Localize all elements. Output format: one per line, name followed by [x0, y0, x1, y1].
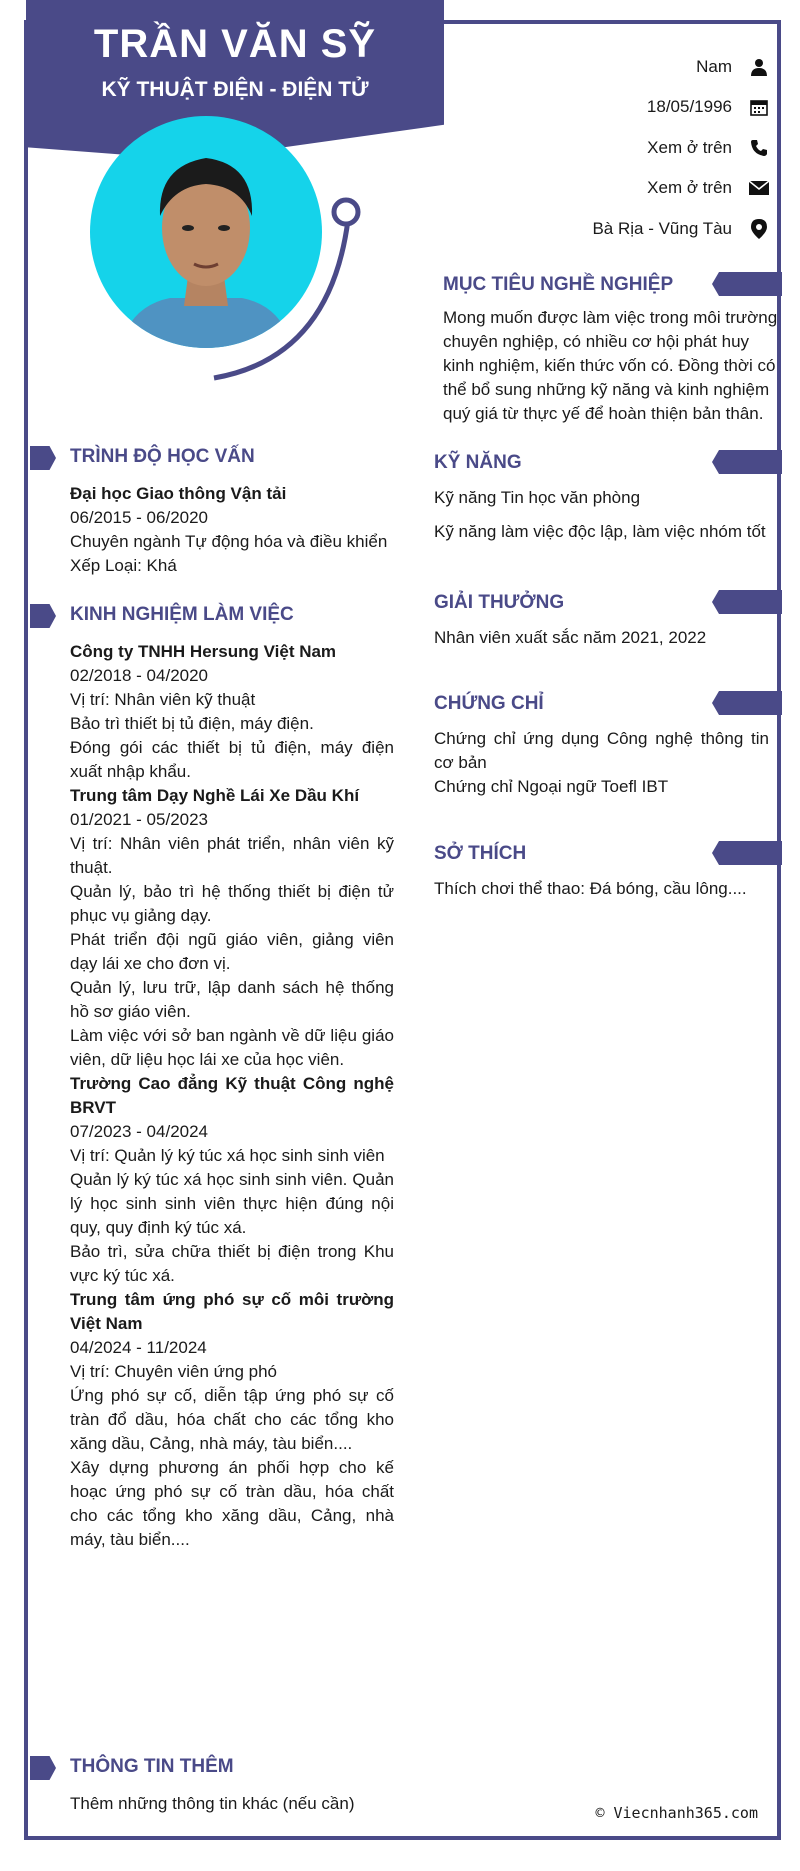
- calendar-icon: [748, 96, 770, 118]
- job-period: 01/2021 - 05/2023: [70, 810, 209, 829]
- job-line: Quản lý ký túc xá học sinh sinh viên. Quản lý học sinh sinh viên thực hiện đúng nội quy, quy định ký túc xá.: [70, 1170, 394, 1237]
- hobbies-paragraph: Thích chơi thể thao: Đá bóng, cầu lông....: [434, 879, 747, 898]
- job-line: Vị trí: Quản lý ký túc xá học sinh sinh viên: [70, 1146, 385, 1165]
- skill-item: Kỹ năng làm việc độc lập, làm việc nhóm tốt: [434, 522, 766, 541]
- decorative-arc: [200, 190, 370, 390]
- job-period: 02/2018 - 04/2020: [70, 666, 209, 685]
- job-line: Vị trí: Chuyên viên ứng phó: [70, 1362, 277, 1381]
- section-tab-objective: [712, 272, 782, 296]
- education-school: Đại học Giao thông Vận tải: [70, 484, 287, 503]
- job-company: Trung tâm ứng phó sự cố môi trường Việt Nam: [70, 1290, 394, 1333]
- extra-text: [70, 1792, 410, 1816]
- certificate-item: Chứng chỉ ứng dụng Công nghệ thông tin cơ bản: [434, 729, 769, 772]
- section-tab-awards: [712, 590, 782, 614]
- objective-text: [443, 306, 783, 426]
- phone-icon: [748, 137, 770, 159]
- job-line: Đóng gói các thiết bị tủ điện, máy điện xuất nhập khẩu.: [70, 738, 394, 781]
- job-company: Công ty TNHH Hersung Việt Nam: [70, 642, 337, 661]
- candidate-name: TRẦN VĂN SỸ: [93, 22, 377, 66]
- education-major: Chuyên ngành Tự động hóa và điều khiển: [70, 532, 388, 551]
- section-title-skills: KỸ NĂNG: [434, 452, 522, 473]
- certificates-list: [434, 727, 769, 799]
- extra-paragraph: Thêm những thông tin khác (nếu cần): [70, 1794, 355, 1813]
- job-line: Phát triển đội ngũ giáo viên, giảng viên dạy lái xe cho đơn vị.: [70, 930, 394, 973]
- job-line: Vị trí: Nhân viên phát triển, nhân viên kỹ thuật.: [70, 834, 394, 877]
- objective-paragraph: Mong muốn được làm việc trong môi trường chuyên nghiệp, có nhiều cơ hội phát huy kinh nghiệm, kiến thức vốn có. Đồng thời có thể bổ sung những kỹ năng và kinh nghiệm quý giá từ thực yế để hoàn thiện bản thân.: [443, 308, 778, 423]
- section-title-awards: GIẢI THƯỞNG: [434, 592, 565, 613]
- section-title-hobbies: SỞ THÍCH: [434, 843, 527, 864]
- job-line: Quản lý, lưu trữ, lập danh sách hệ thống hồ sơ giáo viên.: [70, 978, 394, 1021]
- contact-email-value: Xem ở trên: [647, 178, 732, 197]
- contact-birthdate-value: 18/05/1996: [646, 97, 732, 116]
- section-title-extra: THÔNG TIN THÊM: [70, 1756, 234, 1777]
- job-period: 04/2024 - 11/2024: [70, 1338, 207, 1357]
- awards-list: [434, 626, 769, 650]
- section-tab-certificates: [712, 691, 782, 715]
- location-pin-icon: [748, 218, 770, 240]
- section-title-education: TRÌNH ĐỘ HỌC VẤN: [70, 446, 255, 467]
- certificate-item: Chứng chỉ Ngoại ngữ Toefl IBT: [434, 777, 669, 796]
- contact-location: [450, 214, 770, 244]
- contact-phone-value: Xem ở trên: [647, 138, 732, 157]
- job-company: Trung tâm Dạy Nghề Lái Xe Dầu Khí: [70, 786, 360, 805]
- award-item: Nhân viên xuất sắc năm 2021, 2022: [434, 628, 707, 647]
- contact-birthdate: [450, 92, 770, 122]
- education-block: [70, 482, 395, 578]
- job-line: Bảo trì, sửa chữa thiết bị điện trong Khu vực ký túc xá.: [70, 1242, 394, 1285]
- experience-block: [70, 640, 394, 1552]
- section-title-experience: KINH NGHIỆM LÀM VIỆC: [70, 604, 294, 625]
- section-title-objective: MỤC TIÊU NGHỀ NGHIỆP: [443, 274, 674, 295]
- skills-list: [434, 486, 769, 544]
- person-icon: [748, 56, 770, 78]
- job-line: Bảo trì thiết bị tủ điện, máy điện.: [70, 714, 314, 733]
- section-title-certificates: CHỨNG CHỈ: [434, 693, 544, 714]
- job-line: Ứng phó sự cố, diễn tập ứng phó sự cố tràn đổ dầu, hóa chất cho các tổng kho xăng dầu, Cảng, nhà máy, tàu biển....: [70, 1386, 394, 1453]
- job-line: Làm việc với sở ban ngành về dữ liệu giáo viên, dữ liệu học lái xe của học viên.: [70, 1026, 394, 1069]
- job-period: 07/2023 - 04/2024: [70, 1122, 209, 1141]
- copyright-notice: © Viecnhanh365.com: [595, 1804, 758, 1822]
- contact-gender-value: Nam: [696, 57, 732, 76]
- skill-item: Kỹ năng Tin học văn phòng: [434, 488, 641, 507]
- education-period: 06/2015 - 06/2020: [70, 508, 209, 527]
- section-tab-skills: [712, 450, 782, 474]
- hobbies-text: [434, 877, 769, 901]
- job-line: Vị trí: Nhân viên kỹ thuật: [70, 690, 256, 709]
- job-line: Xây dựng phương án phối hợp cho kế hoạc ứng phó sự cố tràn dầu, hóa chất cho các tổng kho xăng dầu, Cảng, nhà máy, tàu biển....: [70, 1458, 394, 1549]
- job-line: Quản lý, bảo trì hệ thống thiết bị điện tử phục vụ giảng dạy.: [70, 882, 394, 925]
- section-tab-hobbies: [712, 841, 782, 865]
- job-company: Trường Cao đẳng Kỹ thuật Công nghệ BRVT: [70, 1074, 394, 1117]
- job-title: KỸ THUẬT ĐIỆN - ĐIỆN TỬ: [101, 78, 369, 101]
- contact-location-value: Bà Rịa - Vũng Tàu: [592, 219, 732, 238]
- contact-gender: [450, 52, 770, 82]
- contact-email: [450, 173, 770, 203]
- mail-icon: [748, 177, 770, 199]
- contact-phone: [450, 133, 770, 163]
- education-grade: Xếp Loại: Khá: [70, 556, 177, 575]
